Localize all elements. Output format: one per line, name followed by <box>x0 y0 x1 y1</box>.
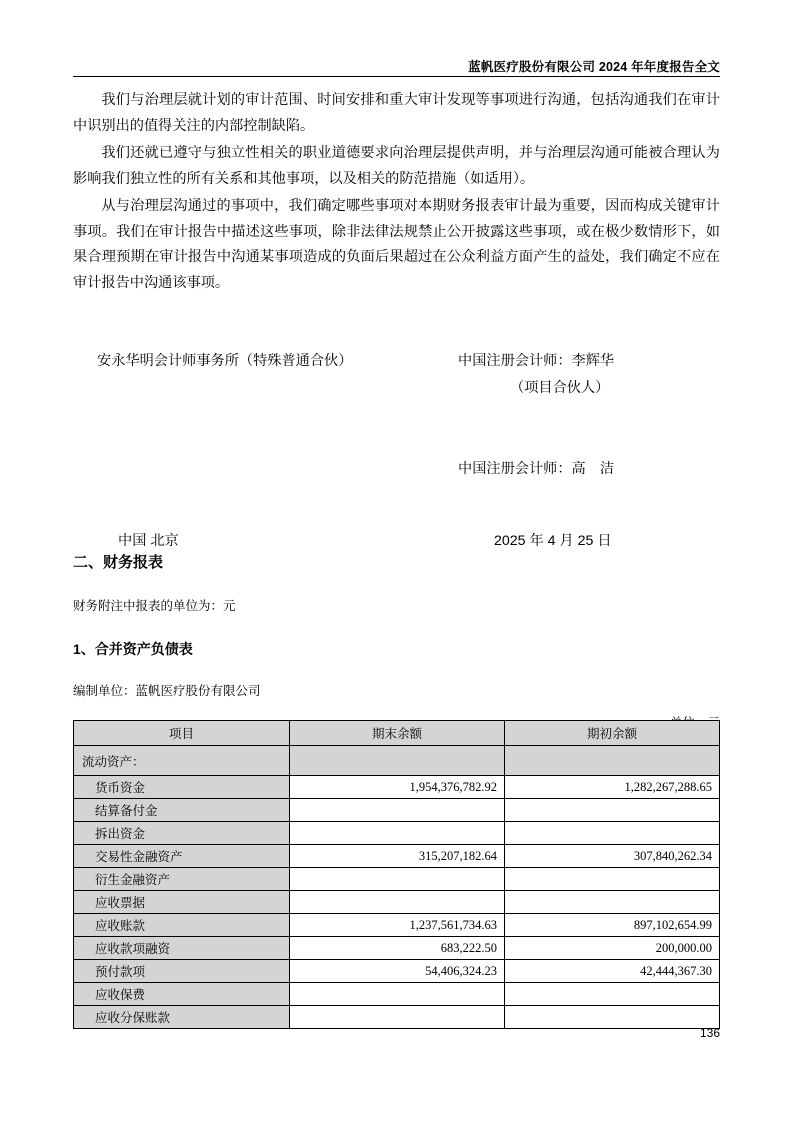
page-number: 136 <box>699 1026 720 1040</box>
table-cell-begin-balance: 200,000.00 <box>505 937 720 960</box>
table-cell-begin-balance: 42,444,367.30 <box>505 960 720 983</box>
table-cell-end-balance: 315,207,182.64 <box>290 845 505 868</box>
balance-sheet-table <box>73 720 720 1029</box>
table-row <box>74 799 720 822</box>
table-cell-end-balance <box>290 868 505 891</box>
table-row <box>74 914 720 937</box>
table-cell-end-balance <box>290 799 505 822</box>
table-cell-begin-balance: 897,102,654.99 <box>505 914 720 937</box>
table-item-label: 应收款项融资 <box>74 937 290 960</box>
signature-row-secondary <box>73 456 720 483</box>
table-row <box>74 937 720 960</box>
table-item-label: 货币资金 <box>74 776 290 799</box>
audit-firm-name: 安永华明会计师事务所（特殊普通合伙） <box>97 353 353 369</box>
running-header: 蓝帆医疗股份有限公司 2024 年年度报告全文 <box>468 60 720 74</box>
table-item-label: 应收票据 <box>74 891 290 914</box>
table-cell-begin-balance <box>505 822 720 845</box>
table-cell-end-balance <box>290 822 505 845</box>
paragraph: 我们还就已遵守与独立性相关的职业道德要求向治理层提供声明，并与治理层沟通可能被合理认为影响我们独立性的所有关系和其他事项，以及相关的防范措施（如适用）。 <box>73 145 720 187</box>
signature-date: 2025 年 4 月 25 日 <box>494 533 612 549</box>
column-header-item: 项目 <box>74 721 290 746</box>
table-cell-end-balance <box>290 746 505 776</box>
table-body <box>74 746 720 1029</box>
signature-row-primary <box>73 348 720 375</box>
table-cell-end-balance: 1,954,376,782.92 <box>290 776 505 799</box>
signature-block <box>73 348 720 550</box>
table-item-label: 结算备付金 <box>74 799 290 822</box>
table-cell-begin-balance <box>505 799 720 822</box>
paragraph: 从与治理层沟通过的事项中，我们确定哪些事项对本期财务报表审计最为重要，因而构成关键审计事项。我们在审计报告中描述这些事项，除非法律法规禁止公开披露这些事项，或在极少数情形下，如果合理预期在审计报告中沟通某事项造成的负面后果超过在公众利益方面产生的益处，我们确定不应在审计报告中沟通该事项。 <box>73 198 720 291</box>
table-cell-end-balance: 54,406,324.23 <box>290 960 505 983</box>
subsection-heading: 1、合并资产负债表 <box>73 641 193 657</box>
column-header-begin-balance: 期初余额 <box>505 721 720 746</box>
compiler-entity: 编制单位：蓝帆医疗股份有限公司 <box>73 684 261 698</box>
table-row <box>74 868 720 891</box>
table-cell-begin-balance <box>505 983 720 1006</box>
table-item-label: 应收账款 <box>74 914 290 937</box>
table-item-label: 应收分保账款 <box>74 1006 290 1029</box>
table-cell-begin-balance <box>505 746 720 776</box>
table-item-label: 拆出资金 <box>74 822 290 845</box>
table-row <box>74 845 720 868</box>
table-row <box>74 776 720 799</box>
cpa-role-label: （项目合伙人） <box>510 380 610 396</box>
paragraph: 我们与治理层就计划的审计范围、时间安排和重大审计发现等事项进行沟通，包括沟通我们在审计中识别出的值得关注的内部控制缺陷。 <box>73 92 720 134</box>
table-row <box>74 822 720 845</box>
cpa-name-primary: 中国注册会计师：李辉华 <box>458 353 615 369</box>
unit-note: 财务附注中报表的单位为：元 <box>73 599 236 613</box>
column-header-end-balance: 期末余额 <box>290 721 505 746</box>
table-cell-end-balance <box>290 983 505 1006</box>
table-row <box>74 746 720 776</box>
table-item-label: 预付款项 <box>74 960 290 983</box>
table-header-row <box>74 721 720 746</box>
table-cell-begin-balance <box>505 891 720 914</box>
table-row <box>74 983 720 1006</box>
table-item-label: 交易性金融资产 <box>74 845 290 868</box>
table-cell-end-balance <box>290 891 505 914</box>
signature-row-role <box>73 375 720 402</box>
table-group-label: 流动资产： <box>74 746 290 776</box>
table-cell-end-balance: 1,237,561,734.63 <box>290 914 505 937</box>
table-row <box>74 891 720 914</box>
table-cell-begin-balance <box>505 868 720 891</box>
financial-statements-section <box>73 551 720 732</box>
table-cell-begin-balance: 307,840,262.34 <box>505 845 720 868</box>
table-cell-begin-balance: 1,282,267,288.65 <box>505 776 720 799</box>
table-row <box>74 960 720 983</box>
table-cell-end-balance: 683,222.50 <box>290 937 505 960</box>
table-item-label: 应收保费 <box>74 983 290 1006</box>
signature-location: 中国 北京 <box>118 533 179 549</box>
section-heading: 二、财务报表 <box>73 554 164 571</box>
table-item-label: 衍生金融资产 <box>74 868 290 891</box>
signature-row-date <box>73 530 720 550</box>
header-divider <box>73 76 720 77</box>
body-content <box>73 88 720 298</box>
table-head <box>74 721 720 746</box>
cpa-name-secondary: 中国注册会计师：高 洁 <box>458 461 615 477</box>
